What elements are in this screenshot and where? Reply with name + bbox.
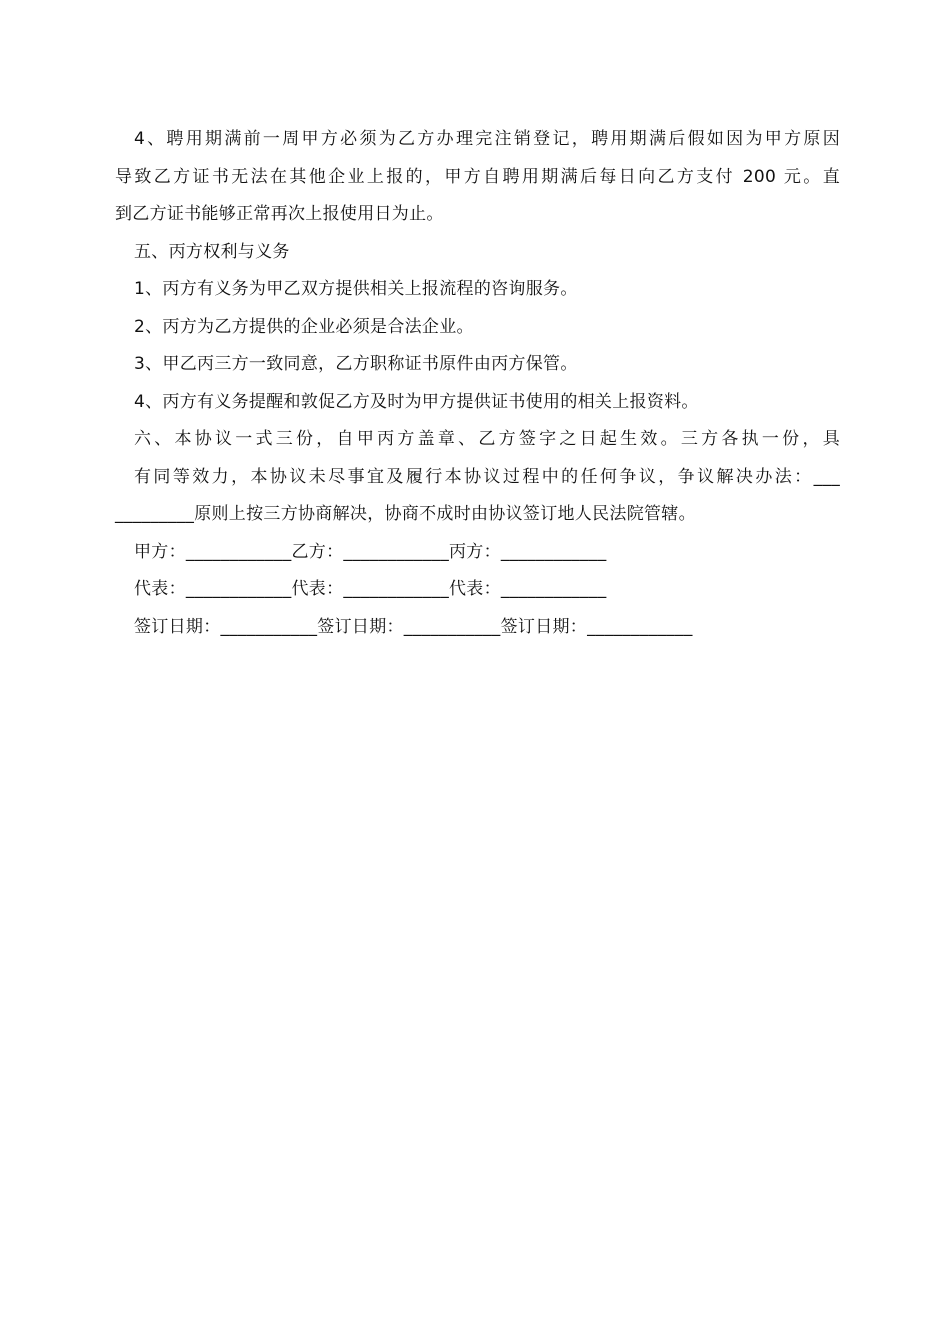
clause4-line3: 到乙方证书能够正常再次上报使用日为止。 xyxy=(115,204,444,224)
section5-item-1: 1、丙方有义务为甲乙双方提供相关上报流程的咨询服务。 xyxy=(134,279,578,299)
signature-parties-row: 甲方：____________乙方：____________丙方：____________ xyxy=(134,541,607,562)
document-body xyxy=(115,121,840,646)
clause4-line1: 4、聘用期满前一周甲方必须为乙方办理完注销登记，聘用期满后假如因为甲方原因 xyxy=(134,129,840,149)
section6-line1: 六、本协议一式三份，自甲丙方盖章、乙方签字之日起生效。三方各执一份，具 xyxy=(134,429,840,449)
section6-line2: 有同等效力，本协议未尽事宜及履行本协议过程中的任何争议，争议解决办法：___ xyxy=(134,466,840,487)
signature-dates-row: 签订日期：___________签订日期：___________签订日期：____________ xyxy=(134,616,693,637)
section5-item-4: 4、丙方有义务提醒和敦促乙方及时为甲方提供证书使用的相关上报资料。 xyxy=(134,391,699,412)
clause4-line2: 导致乙方证书无法在其他企业上报的，甲方自聘用期满后每日向乙方支付 200 元。直 xyxy=(115,166,840,187)
section5-item-3: 3、甲乙丙三方一致同意，乙方职称证书原件由丙方保管。 xyxy=(134,354,578,374)
section5-heading: 五、丙方权利与义务 xyxy=(134,241,290,262)
section6-line3: _________原则上按三方协商解决，协商不成时由协议签订地人民法院管辖。 xyxy=(115,504,696,524)
signature-representatives-row: 代表：____________代表：____________代表：____________ xyxy=(134,579,607,599)
section5-item-2: 2、丙方为乙方提供的企业必须是合法企业。 xyxy=(134,316,474,337)
